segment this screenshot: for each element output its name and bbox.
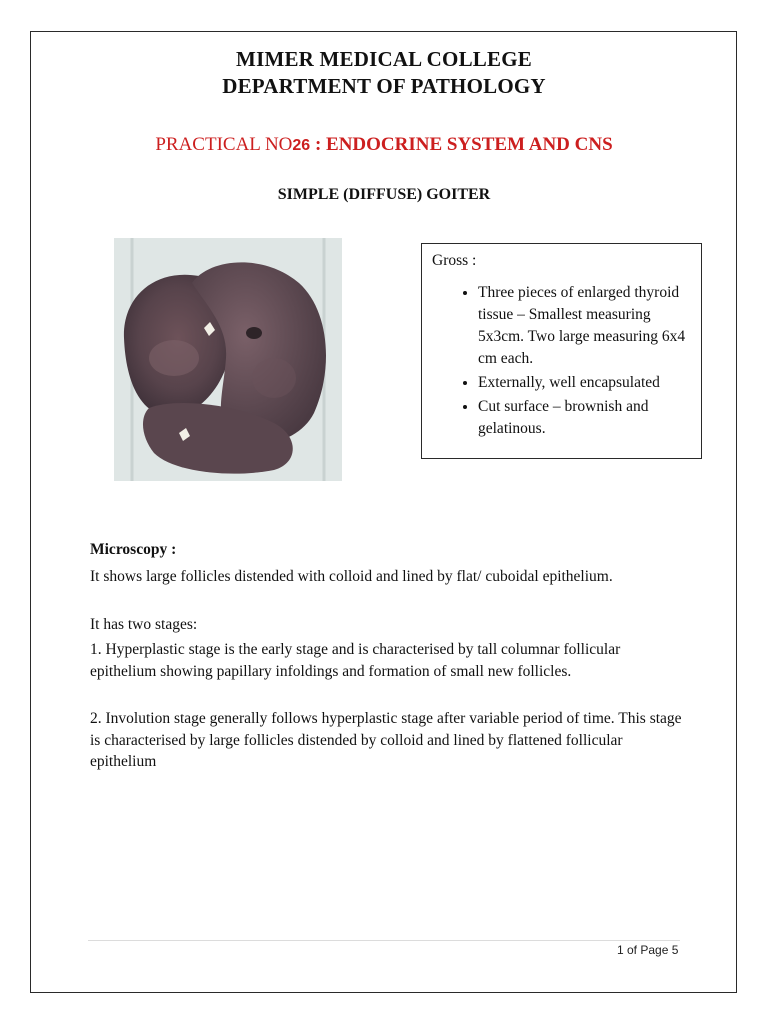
page-border	[30, 31, 737, 993]
practical-number: 26	[292, 137, 311, 154]
microscopy-paragraph: It has two stages:	[90, 616, 198, 633]
microscopy-paragraph: 1. Hyperplastic stage is the early stage and is characterised by tall columnar follicular epithelium showing papillary infoldings and formation of small new follicles.	[90, 641, 621, 680]
college-title: MIMER MEDICAL COLLEGE	[236, 47, 532, 71]
footer-divider	[88, 940, 680, 941]
gross-heading: Gross :	[432, 252, 477, 269]
page-number: 1 of Page 5	[617, 943, 679, 957]
goiter-specimen-photo	[114, 238, 342, 481]
gross-item: • Three pieces of enlarged thyroid tissue – Smallest measuring 5x3cm. Two large measuring 6x4 cm each.	[478, 282, 691, 370]
practical-heading	[0, 134, 768, 156]
practical-title: : ENDOCRINE SYSTEM AND CNS	[310, 134, 613, 155]
gross-list	[432, 282, 691, 440]
practical-prefix: PRACTICAL NO	[155, 134, 293, 155]
specimen-title: SIMPLE (DIFFUSE) GOITER	[277, 186, 491, 203]
microscopy-paragraph: 2. Involution stage generally follows hyperplastic stage after variable period of time. This stage is characterised by large follicles distended by colloid and lined by flattened follicular epithelium	[90, 710, 682, 770]
microscopy-heading: Microscopy :	[90, 541, 177, 558]
gross-item: • Externally, well encapsulated	[478, 372, 691, 394]
microscopy-paragraph: It shows large follicles distended with colloid and lined by flat/ cuboidal epithelium.	[90, 568, 613, 585]
department-title: DEPARTMENT OF PATHOLOGY	[222, 74, 546, 98]
gross-item: • Cut surface – brownish and gelatinous.	[478, 396, 691, 440]
gross-findings-box	[421, 243, 702, 459]
